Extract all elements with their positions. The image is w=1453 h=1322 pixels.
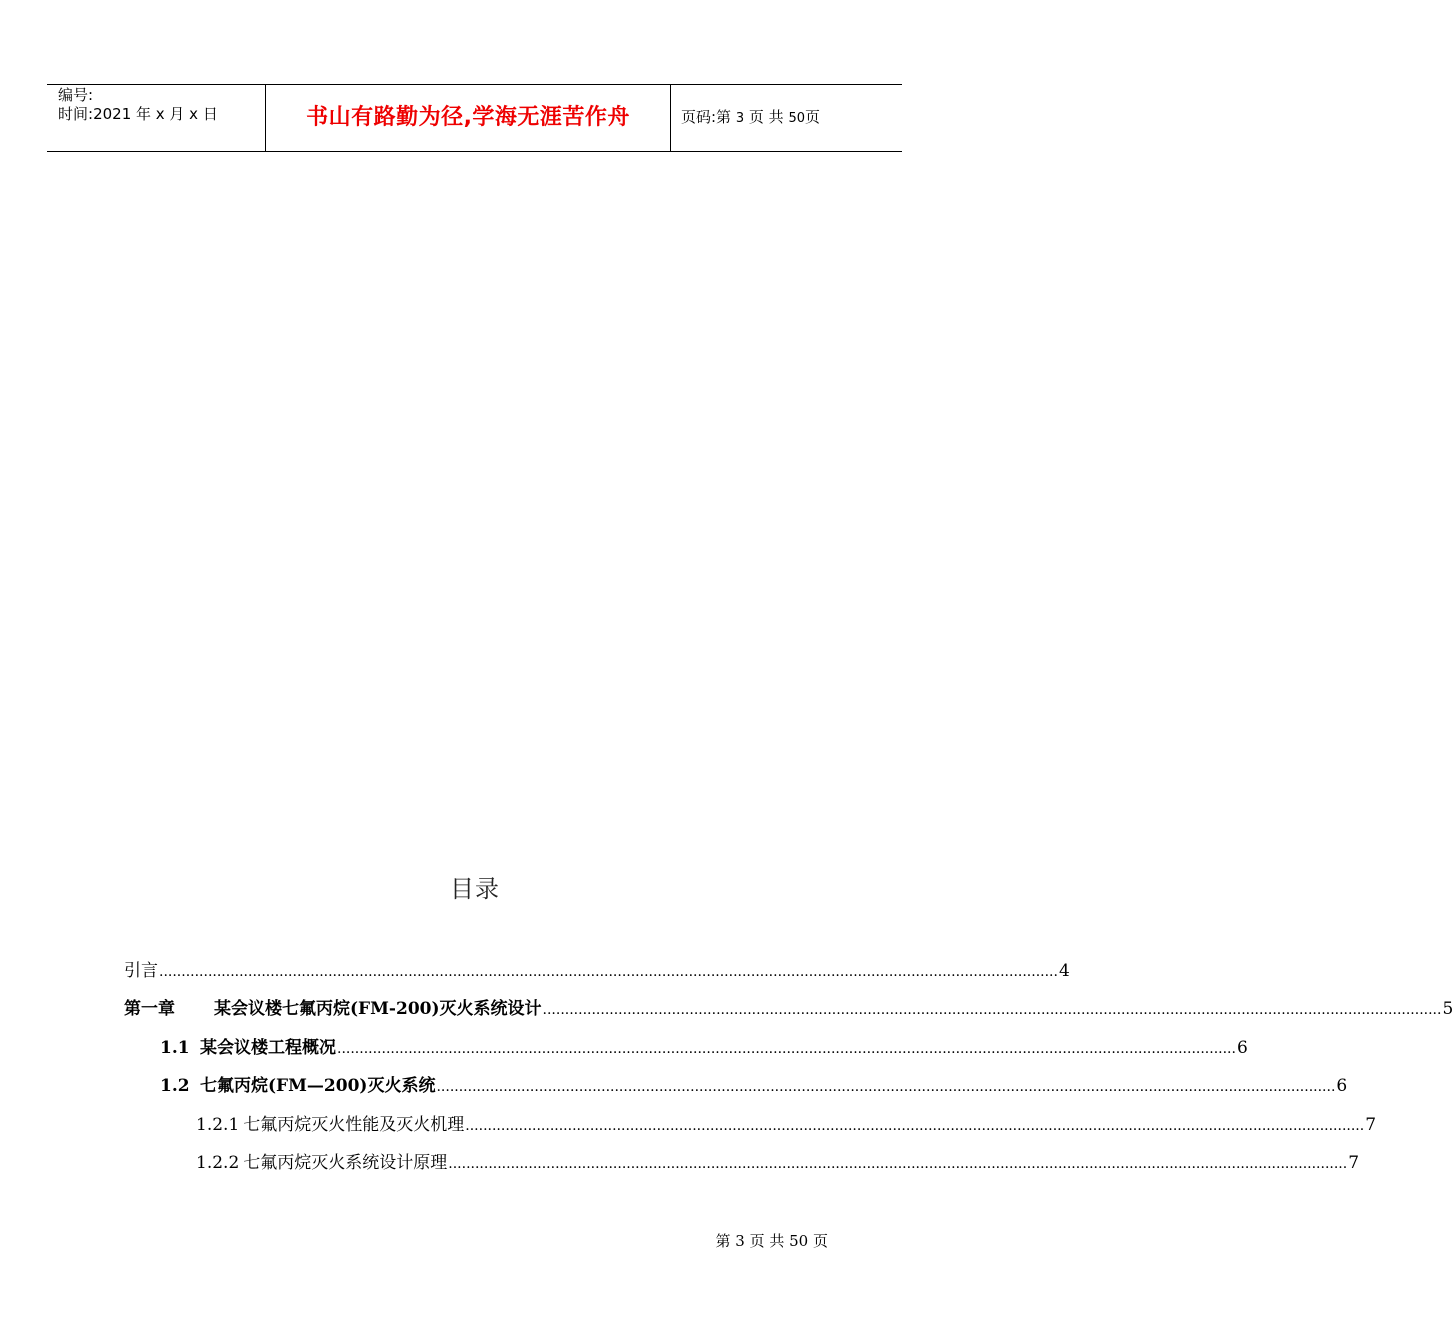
document-number-label: 编号: — [58, 86, 94, 104]
time-value: 2021 年 x 月 x 日 — [93, 105, 218, 123]
page-footer: 第 3 页 共 50 页 — [715, 1232, 828, 1250]
header-page-code — [681, 107, 820, 129]
header-info-cell — [47, 85, 265, 151]
document-time — [58, 105, 218, 123]
toc-entry-label — [124, 998, 542, 1020]
toc-title: 目录 — [450, 875, 500, 903]
document-header — [47, 84, 902, 152]
toc-entry-text: 七氟丙烷灭火系统设计原理 — [243, 1153, 448, 1173]
header-motto-cell — [265, 85, 671, 151]
toc-entry-text: 某会议楼七氟丙烷(FM-200)灭火系统设计 — [214, 999, 542, 1019]
toc-leader-dots: .......................................................................................................................................................................................................... — [542, 1002, 1442, 1018]
toc-entry-number: 1.1 — [160, 1038, 190, 1058]
toc-entry-section-1-2-1[interactable] — [196, 1112, 1377, 1136]
toc-leader-dots: .......................................................................................................................................................................................................... — [159, 964, 1058, 980]
page-suffix: 页 — [805, 108, 821, 126]
toc-entry-page: 5 — [1442, 999, 1453, 1019]
toc-entry-section-1-2[interactable] — [160, 1073, 1348, 1097]
toc-entry-number: 第一章 — [124, 999, 175, 1019]
toc-leader-dots: .......................................................................................................................................................................................................... — [436, 1079, 1336, 1095]
toc-entry-number: 1.2.1 — [196, 1115, 240, 1135]
toc-entry-text: 七氟丙烷灭火性能及灭火机理 — [243, 1115, 465, 1135]
toc-entry-page: 6 — [1336, 1076, 1348, 1096]
page-code-prefix: 页码:第 — [681, 108, 732, 126]
toc-entry-section-1-1[interactable] — [160, 1035, 1248, 1059]
toc-entry-introduction[interactable] — [124, 958, 1070, 982]
toc-entry-label — [160, 1075, 435, 1097]
toc-entry-page: 6 — [1236, 1038, 1248, 1058]
toc-entry-label — [124, 960, 158, 982]
toc-leader-dots: .......................................................................................................................................................................................................... — [448, 1156, 1348, 1172]
time-label: 时间: — [58, 105, 94, 123]
toc-entry-chapter-1[interactable] — [124, 996, 1453, 1020]
toc-entry-page: 4 — [1058, 961, 1070, 981]
page-current: 3 — [735, 111, 745, 126]
toc-leader-dots: .......................................................................................................................................................................................................... — [465, 1118, 1365, 1134]
toc-entry-page: 7 — [1348, 1153, 1360, 1173]
page-mid: 页 共 — [748, 108, 784, 126]
header-page-cell — [670, 85, 902, 151]
toc-entry-text: 某会议楼工程概况 — [200, 1038, 336, 1058]
toc-entry-label — [160, 1037, 336, 1059]
toc-entry-text: 引言 — [124, 961, 158, 981]
header-motto: 书山有路勤为径,学海无涯苦作舟 — [306, 105, 630, 130]
toc-entry-page: 7 — [1365, 1115, 1377, 1135]
page-total: 50 — [788, 111, 806, 126]
toc-entry-number: 1.2.2 — [196, 1153, 240, 1173]
toc-entry-label — [196, 1114, 464, 1136]
toc-entry-text: 七氟丙烷(FM—200)灭火系统 — [200, 1076, 436, 1096]
toc-entry-section-1-2-2[interactable] — [196, 1150, 1360, 1174]
toc-entry-number: 1.2 — [160, 1076, 190, 1096]
toc-entry-label — [196, 1152, 447, 1174]
toc-leader-dots: .......................................................................................................................................................................................................... — [337, 1041, 1236, 1057]
